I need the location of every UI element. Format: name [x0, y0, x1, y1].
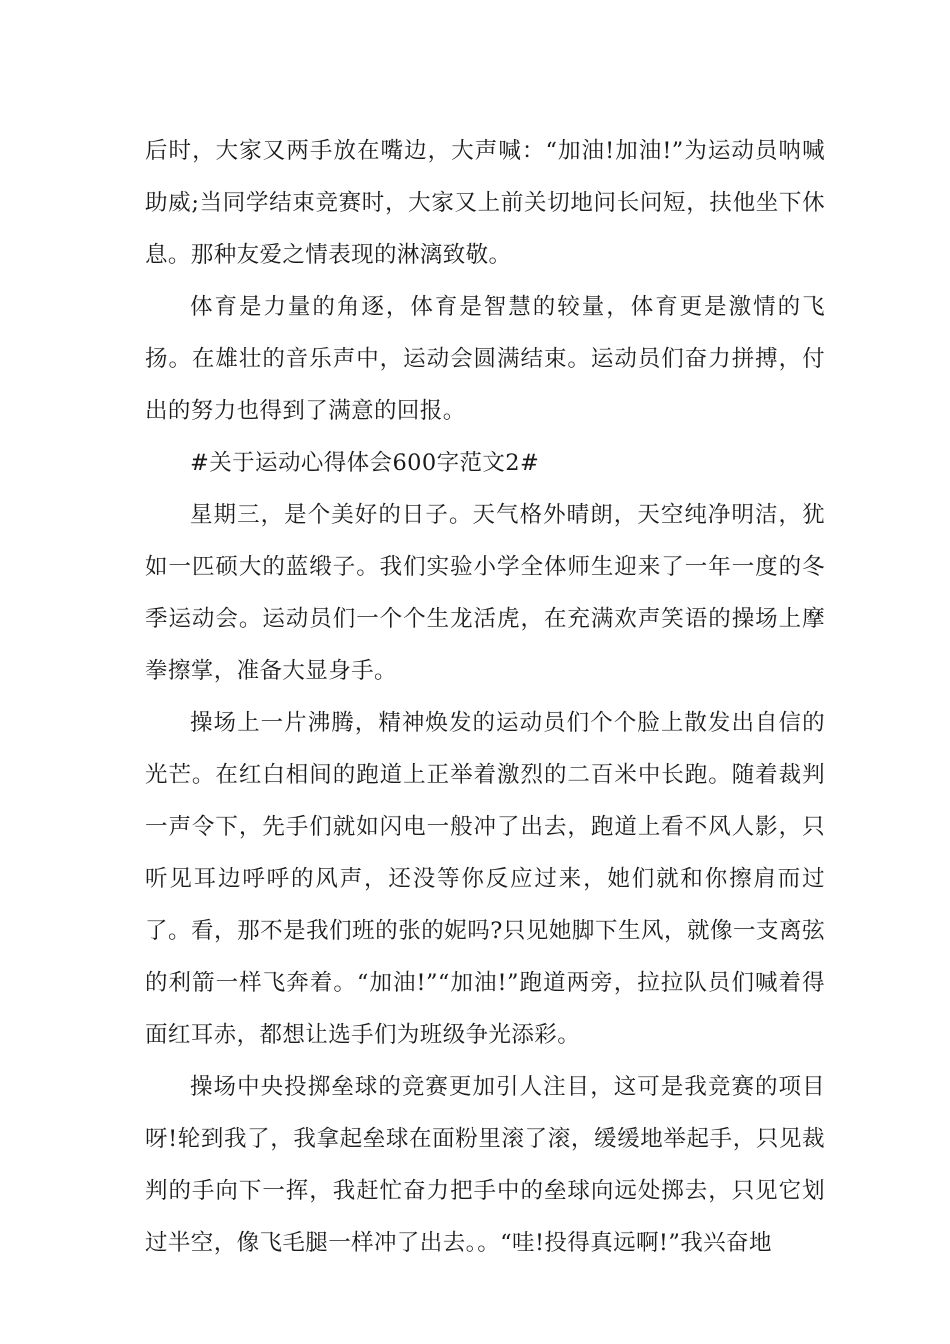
document-body	[145, 125, 825, 1269]
paragraph-softball-throw: 操场中央投掷垒球的竞赛更加引人注目，这可是我竞赛的项目呀!轮到我了，我拿起垒球在面粉里滚了滚，缓缓地举起手，只见裁判的手向下一挥，我赶忙奋力把手中的垒球向远处掷去，只见它划过半空，像飞毛腿一样冲了出去。。“哇!投得真远啊!”我兴奋地	[145, 1074, 825, 1256]
paragraph-running-race: 操场上一片沸腾，精神焕发的运动员们个个脸上散发出自信的光芒。在红白相间的跑道上正举着激烈的二百米中长跑。随着裁判一声令下，先手们就如闪电一般冲了出去，跑道上看不风人影，只听见耳边呼呼的风声，还没等你反应过来，她们就和你擦肩而过了。看，那不是我们班的张的妮吗?只见她脚下生风，就像一支离弦的利箭一样飞奔着。“加油!”“加油!”跑道两旁，拉拉队员们喊着得面红耳赤，都想让选手们为班级争光添彩。	[145, 710, 825, 1048]
paragraph-wednesday: 星期三，是个美好的日子。天气格外晴朗，天空纯净明洁，犹如一匹硕大的蓝缎子。我们实验小学全体师生迎来了一年一度的冬季运动会。运动员们一个个生龙活虎，在充满欢声笑语的操场上摩拳擦掌，准备大显身手。	[145, 502, 825, 684]
paragraph-sports-summary: 体育是力量的角逐，体育是智慧的较量，体育更是激情的飞扬。在雄壮的音乐声中，运动会圆满结束。运动员们奋力拼搏，付出的努力也得到了满意的回报。	[145, 294, 825, 424]
paragraph-continuation: 后时，大家又两手放在嘴边，大声喊：“加油!加油!”为运动员呐喊助威;当同学结束竞赛时，大家又上前关切地问长问短，扶他坐下休息。那种友爱之情表现的淋漓致敬。	[145, 138, 825, 268]
section-heading: #关于运动心得体会600字范文2#	[190, 450, 540, 476]
